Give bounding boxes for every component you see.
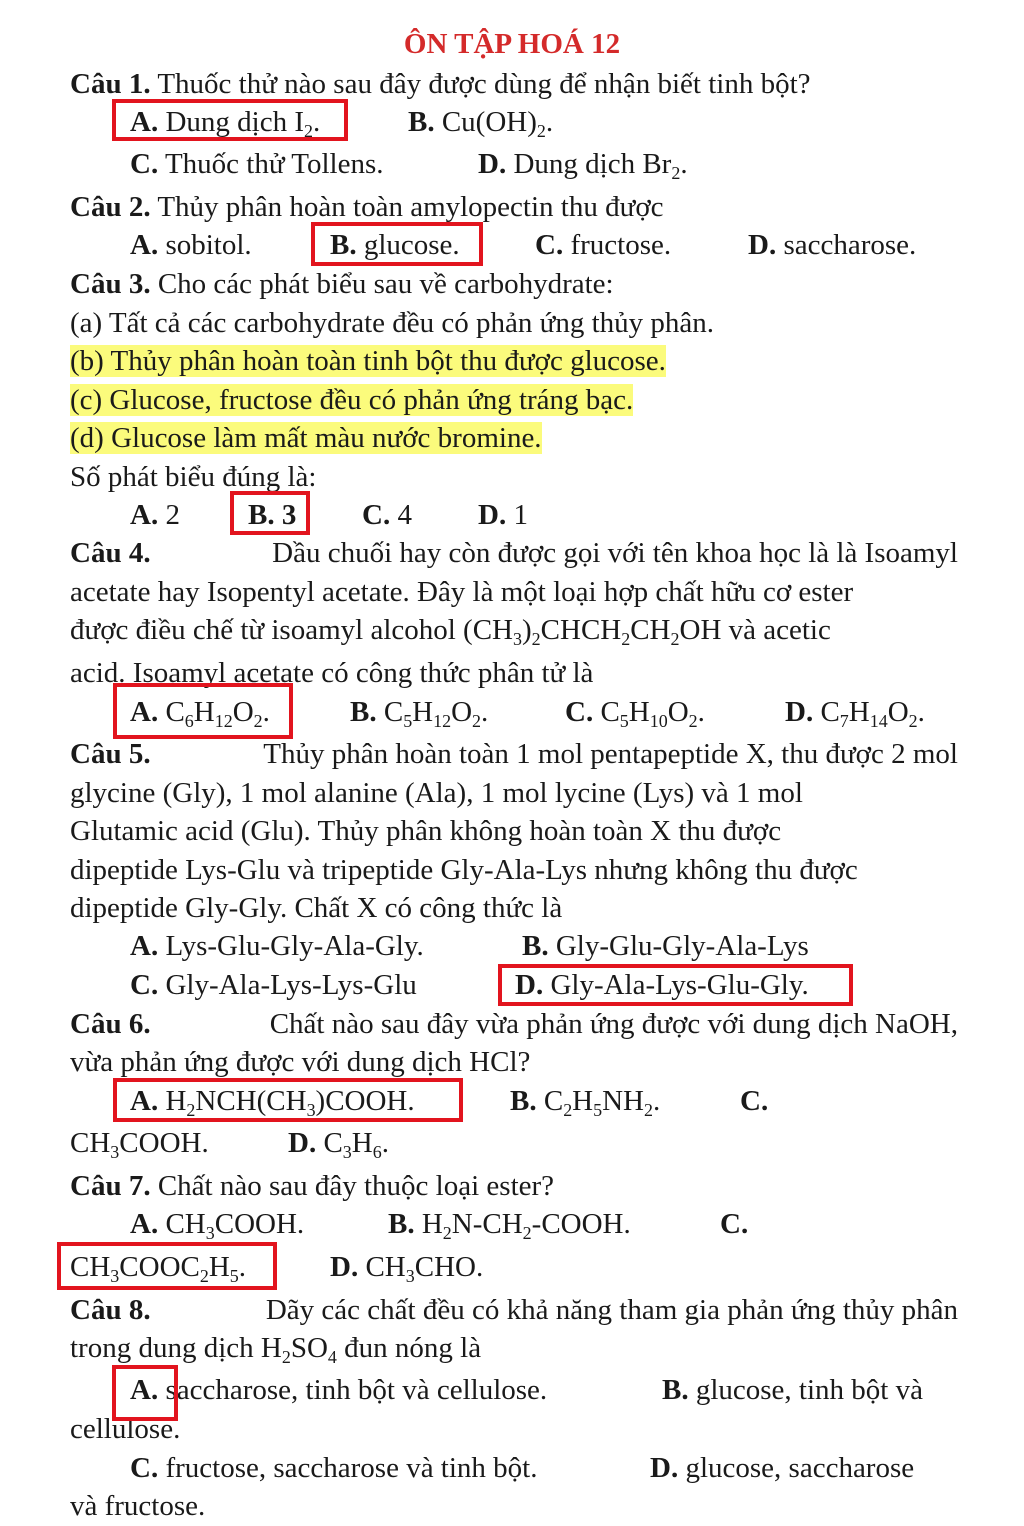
q6-option-d: D. $C_3H_6$. [288,1127,389,1162]
statement-d: (d) Glucose làm mất màu nước bromine. [70,422,542,454]
q7-option-c-cont: $CH_3COOC_2H_5$. [70,1251,247,1286]
q1-option-b: B. $Cu(OH)_2$. [408,106,554,141]
q7-option-b: B. $H_2N-CH_2$-COOH. [388,1208,631,1243]
answer-box-q8 [112,1365,178,1421]
answer-box-q7 [57,1242,277,1290]
question-4-line-1: Câu 4. Dầu chuối hay còn được gọi với tên khoa học là là Isoamyl [70,537,958,569]
q4-option-c: C. $C_5H_{10}O_2$. [565,696,705,731]
q2-option-c: C. fructose. [535,229,672,261]
q5-option-d: D. Gly-Ala-Lys-Glu-Gly. [515,969,809,1001]
q8-option-c: C. fructose, saccharose và tinh bột. [130,1452,538,1484]
q6-option-c: C. [740,1085,769,1117]
q4-option-a: A. $C_6H_{12}O_2$. [130,696,270,731]
q5-option-b: B. Gly-Glu-Gly-Ala-Lys [522,930,809,962]
question-6-line-1: Câu 6. Chất nào sau đây vừa phản ứng được với dung dịch NaOH, [70,1008,958,1040]
question-1: Câu 1. Thuốc thử nào sau đây được dùng để nhận biết tinh bột? [70,68,811,100]
question-3-ask: Số phát biểu đúng là: [70,461,317,493]
statement-b: (b) Thủy phân hoàn toàn tinh bột thu được glucose. [70,345,666,377]
q5-option-a: A. Lys-Glu-Gly-Ala-Gly. [130,930,424,962]
q7-option-c: C. [720,1208,749,1240]
q7-option-a: A. $CH_3COOH$. [130,1208,305,1243]
answer-box-q5 [498,964,853,1006]
q2-option-d: D. saccharose. [748,229,917,261]
q6-option-c-cont: $CH_3COOH$. [70,1127,209,1162]
q4-option-d: D. $C_7H_{14}O_2$. [785,696,925,731]
q8-option-d-cont: và fructose. [70,1490,206,1522]
q4-option-b: B. $C_5H_{12}O_2$. [350,696,489,731]
q1-option-c: C. Thuốc thử Tollens. [130,148,384,180]
q8-option-b: B. glucose, tinh bột và [662,1374,923,1406]
q3-option-a: A. 2 [130,499,180,531]
question-5-line-4: dipeptide Lys-Glu và tripeptide Gly-Ala-Lys nhưng không thu được [70,854,858,886]
question-5-line-3: Glutamic acid (Glu). Thủy phân không hoàn toàn X thu được [70,815,782,847]
question-8-line-1: Câu 8. Dãy các chất đều có khả năng tham gia phản ứng thủy phân [70,1294,958,1326]
q2-option-b: B. glucose. [330,229,460,261]
question-2: Câu 2. Thủy phân hoàn toàn amylopectin thu được [70,191,664,223]
q3-option-b: B. 3 [248,499,297,531]
question-3: Câu 3. Cho các phát biểu sau về carbohydrate: [70,268,614,300]
answer-box-q2 [311,222,483,266]
question-5-line-1: Câu 5. Thủy phân hoàn toàn 1 mol pentapeptide X, thu được 2 mol [70,738,958,770]
q3-option-c: C. 4 [362,499,412,531]
q1-option-d: D. Dung dịch $Br_2$. [478,148,688,183]
answer-box-q3 [230,491,310,535]
q6-option-a: A. $H_2NCH(CH_3)COOH$. [130,1085,415,1120]
question-4-line-4: acid. Isoamyl acetate có công thức phân tử là [70,657,594,689]
q6-option-b: B. $C_2H_5NH_2$. [510,1085,661,1120]
question-6-line-2: vừa phản ứng được với dung dịch HCl? [70,1046,531,1078]
answer-box-q6 [113,1078,463,1122]
question-5-line-2: glycine (Gly), 1 mol alanine (Ala), 1 mol lycine (Lys) và 1 mol [70,777,803,809]
question-7: Câu 7. Chất nào sau đây thuộc loại ester? [70,1170,555,1202]
q8-option-a: A. saccharose, tinh bột và cellulose. [130,1374,548,1406]
answer-box-q1 [112,99,348,141]
q8-option-d: D. glucose, saccharose [650,1452,915,1484]
question-5-line-5: dipeptide Gly-Gly. Chất X có công thức là [70,892,563,924]
q7-option-d: D. $CH_3CHO$. [330,1251,484,1286]
q5-option-c: C. Gly-Ala-Lys-Lys-Glu [130,969,417,1001]
question-4-line-2: acetate hay Isopentyl acetate. Đây là một loại hợp chất hữu cơ ester [70,576,854,608]
answer-box-q4 [113,683,293,739]
q3-option-d: D. 1 [478,499,528,531]
page-title: ÔN TẬP HOÁ 12 [403,28,621,60]
q2-option-a: A. sobitol. [130,229,252,261]
q8-option-b-cont: cellulose. [70,1413,181,1445]
question-4-line-3: được điều chế từ isoamyl alcohol $(CH_3)_2CHCH_2CH_2OH$ và acetic [70,614,831,649]
q1-option-a: A. Dung dịch $I_2$. [130,106,321,141]
question-8-line-2: trong dung dịch $H_2SO_4$ đun nóng là [70,1332,482,1367]
statement-c: (c) Glucose, fructose đều có phản ứng tráng bạc. [70,384,634,416]
statement-a: (a) Tất cả các carbohydrate đều có phản ứng thủy phân. [70,307,715,339]
